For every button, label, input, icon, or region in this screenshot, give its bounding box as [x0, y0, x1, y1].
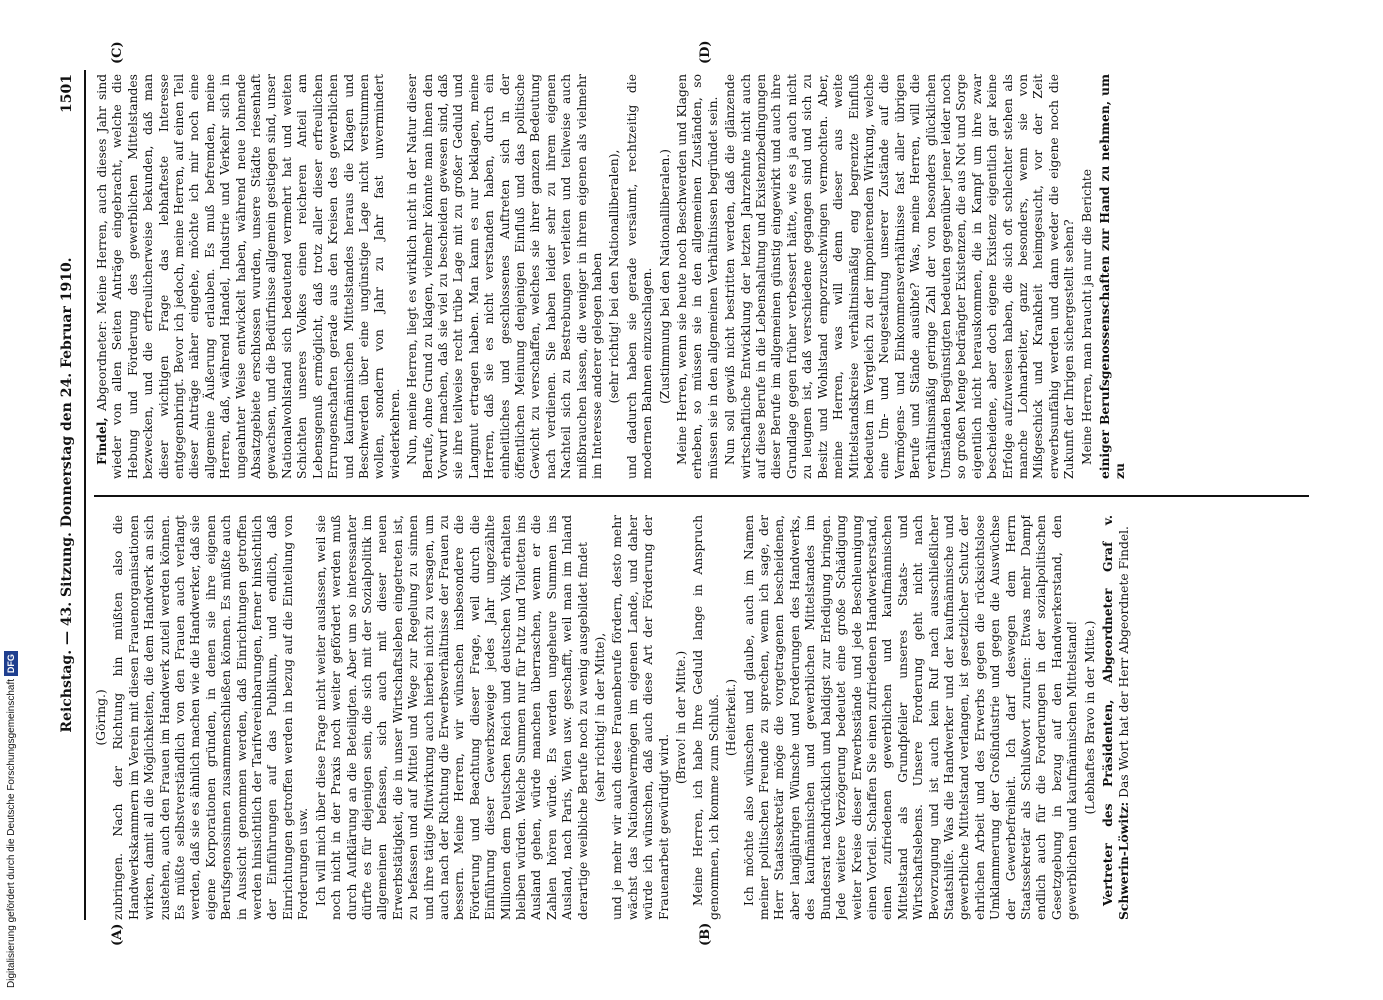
paragraph: und je mehr wir auch diese Frauenberufe fördern, desto mehr wächst das Nationalvermögen im eigenen Lande, und daher würde ich wünschen, daß auch diese Art der Förderung der Frauenarbeit gewürdigt wird.	[610, 515, 671, 920]
paragraph: Nun soll gewiß nicht bestritten werden, daß die glänzende wirtschaftliche Entwicklung der letzten Jahrzehnte nicht auch auf diese Berufe in die Lebenshaltung und Existenzbedingungen dieser Berufe im allgemeinen günstig eingewirkt und auch ihre Grundlage gegen früher verbessert hätte, wie es ja auch nicht zu leugnen ist, daß verschiedene gegangen sind und sich zu Besitz und Wohlstand emporzuschwingen vermochten. Aber, meine Herren, was will denn dieser aus weite Mittelstandskreise verhältnismäßig eng begrenzte Einfluß bedeuten im Vergleich zu der imponierenden Wirkung, welche eine Um- und Neugestaltung unserer Zustände auf die Vermögens- und Einkommensverhältnisse fast aller übrigen Berufe und Stände ausübte? Was, meine Herren, will die verhältnismäßig geringe Zahl der von besonders glücklichen Umständen Begünstigten bedeuten gegenüber jener leider noch so großen Menge bedrängter Existenzen, die aus Not und Sorge eigentlich nicht herauskommen, die in Kampf um ihre zwar bescheidene, aber doch eigene Existenz eigentlich gar keine Erfolge aufzuweisen haben, die sich oft schlechter stehen als manche Lohnarbeiter, ganz besonders, wenn sie von Mißgeschick und Krankheit heimgesucht, vor der Zeit erwerbsunfähig werden und dann weder die eigene noch die Zukunft der Ihrigen sichergestellt sehen?	[723, 74, 1077, 479]
right-column	[94, 74, 1309, 479]
interjection: (Lebhaftes Bravo in der Mitte.)	[1082, 620, 1097, 815]
interjection: (Heiterkeit.)	[724, 678, 739, 757]
speaker-text: Abgeordneter: Meine Herren, auch dieses Jahr sind wieder von allen Seiten Anträge eingebracht, welche die Hebung und Förderung des gewerblichen Mittelstandes bezwecken, und die erfreulicherweise bekunden, daß man dieser wichtigen Frage das lebhafteste Interesse entgegenbringt. Bevor ich jedoch, meine Herren, auf einen Teil dieser Anträge näher eingehe, möchte ich mir noch eine allgemeine Äußerung erlauben. Es muß befremden, meine Herren, daß, während Handel, Industrie und Verkehr sich in ungeahnter Weise entwickelt haben, während neue lohnende Absatzgebiete erschlossen wurden, unsere Städte riesenhaft gewachsen, und die Bedürfnisse allgemein gestiegen sind, unser Nationalwohlstand sich bedeutend vermehrt hat und weiten Schichten unseres Volkes einen reicheren Anteil am Lebensgenuß ermöglicht, daß trotz aller dieser erfreulichen Errungenschaften gerade aus den Kreisen des gewerblichen und kaufmännischen Mittelstandes heraus die Klagen und Beschwerden über eine ungünstige Lage nicht verstummen wollen, sondern von Jahr zu Jahr fast unvermindert wiederkehren.	[95, 74, 402, 479]
margin-marker-b: (B)	[698, 922, 713, 946]
page-number: 1501	[59, 74, 75, 113]
credit-text: Digitalisierung gefördert durch die Deutsche Forschungsgemeinschaft	[6, 678, 17, 988]
speaker-text: Das Wort hat der Herr Abgeordnete Findel.	[1117, 526, 1132, 798]
page-header	[58, 70, 80, 920]
paragraph: Nun, meine Herren, liegt es wirklich nicht in der Natur dieser Berufe, ohne Grund zu klagen, vielmehr könnte man ihnen den Vorwurf machen, daß sie viel zu bescheiden gewesen sind, daß sie ihre teilweise recht trübe Lage mit zu großer Geduld und Langmut ertragen haben. Man kann es nur beklagen, meine Herren, daß sie es nicht verstanden haben, durch ein einheitliches und geschlossenes Auftreten sich in der öffentlichen Meinung denjenigen Einfluß und das politische Gewicht zu verschaffen, welches sie ihrer ganzen Bedeutung nach verdienen. Sie haben leider sehr zu ihrem eigenen Nachteil sich zu Bestrebungen verleiten und teilweise auch mißbrauchen lassen, die weniger in ihrem eigenen als vielmehr im Interesse anderer gelegen haben	[405, 74, 604, 479]
paragraph: und dadurch haben sie gerade versäumt, rechtzeitig die modernen Bahnen einzuschlagen.	[624, 74, 655, 479]
interjection: (sehr richtig! in der Mitte),	[593, 632, 607, 803]
header-title: Reichstag. — 43. Sitzung. Donnerstag den 24. Februar 1910.	[59, 257, 75, 733]
credit-text-container	[4, 0, 24, 988]
digitization-credit	[2, 0, 22, 1000]
margin-marker-a: (A)	[110, 923, 125, 946]
left-column	[94, 515, 1309, 920]
interjection: (sehr richtig! bei den Nationalliberalen),	[607, 149, 622, 404]
margin-marker-d: (D)	[698, 40, 713, 64]
column-divider	[94, 495, 1309, 497]
newspaper-page	[58, 40, 1318, 946]
paragraph	[94, 74, 403, 479]
speaker-label: Findel,	[94, 417, 109, 465]
paragraph	[1100, 515, 1133, 920]
paragraph: einiger Berufsgenossenschaften zur Hand zu nehmen, um zu	[1097, 74, 1128, 479]
paragraph: Meine Herren, wenn sie heute noch Beschwerden und Klagen erheben, so müssen sie in den allgemeinen Zuständen, so müssen sie in den allgemeinen Verhältnissen begründet sein.	[675, 74, 720, 479]
paragraph: Ich möchte also wünschen und glaube, auch im Namen meiner politischen Freunde zu sprechen, wenn ich sage, der Herr Staatssekretär möge die vorgetragenen bescheidenen, aber langjährigen Wünsche und Forderungen des Handwerks, des kaufmännischen und gewerblichen Mittelstandes im Bundesrat nachdrücklich und baldigst zur Erledigung bringen. Jede weitere Verzögerung bedeutet eine große Schädigung weiter Kreise dieser Erwerbsstände und jede Beschleunigung einen Vorteil. Schaffen Sie einen zufriedenen Handwerkerstand, einen zufriedenen gewerblichen und kaufmännischen Mittelstand als Grundpfeiler unseres Staats- und Wirtschaftslebens. Unsere Forderung geht nicht nach Bevorzugung und ist auch kein Ruf nach ausschließlicher Staatshilfe. Was die Handwerker und der kaufmännische und gewerbliche Mittelstand verlangen, ist gesetzlicher Schutz der ehrlichen Arbeit und des Erwerbs gegen die rücksichtslose Umklammerung der Großindustrie und gegen die Auswüchse der Gewerbefreiheit. Ich darf deswegen dem Herrn Staatssekretär als Schlußwort zurufen: Etwas mehr Dampf endlich auch für die Forderungen in der sozialpolitischen Gesetzgebung in bezug auf den Handwerkerstand, den gewerblichen und kaufmännischen Mittelstand!	[741, 515, 1080, 920]
paragraph: zubringen. Nach der Richtung hin müßten also die Handwerkskammern im Verein mit diesen Frauenorganisationen wirken, damit all die Möglichkeiten, die dem Handwerk an sich zustehen, auch den Frauen im Handwerk zuteil werden können. Es müßte selbstverständlich von den Frauen auch verlangt werden, daß sie es ähnlich machen wie die Handwerker, daß sie eigene Korporationen gründen, in denen sie ihre eigenen Berufsgenossinnen zusammenschließen können. Es müßte auch in Aussicht genommen werden, daß Einrichtungen getroffen werden hinsichtlich der Tarifvereinbarungen, ferner hinsichtlich der Einführungen auf das Publikum, und endlich, daß Einrichtungen getroffen werden in bezug auf die Einteilung von Forderungen usw.	[111, 515, 311, 920]
margin-marker-c: (C)	[110, 41, 125, 64]
paragraph: Meine Herren, man braucht ja nur die Berichte	[1079, 169, 1094, 465]
header-rule	[84, 70, 86, 920]
paragraph: Ich will mich über diese Frage nicht weiter auslassen, weil sie noch nicht in der Praxis noch weiter gefördert werden muß durch Aufklärung an die Beteiligten. Aber um so interessanter dürfte es für diejenigen sein, die sich mit der Sozialpolitik im allgemeinen befassen, sich auch mit dieser neuen Erwerbstätigkeit, die in unser Wirtschaftsleben eingetreten ist, zu befassen und auf Mittel und Wege zur Regelung zu sinnen und ihre tätige Mitwirkung auch hierbei nicht zu versagen, um auch nach der Richtung die Erwerbsverhältnisse der Frauen zu bessern. Meine Herren, wir wünschen insbesondere die Förderung und Beachtung dieser Frage, weil durch die Einführung dieser Gewerbszweige jedes Jahr ungezählte Millionen dem Deutschen Reich und deutschen Volk erhalten bleiben würden. Welche Summen nur für Putz und Toiletten ins Ausland gehen, würde manchen überraschen, wenn er die Zahlen hören würde. Es werden ungeheure Summen ins Ausland, nach Paris, Wien usw. geschafft, weil man im Inland derartige weibliche Berufe noch zu wenig ausgebildet findet	[313, 515, 590, 920]
interjection: (Zustimmung bei den Nationalliberalen.)	[657, 149, 672, 404]
interjection: (Bravo! in der Mitte.)	[674, 650, 689, 785]
paragraph: Meine Herren, ich habe Ihre Geduld lange in Anspruch genommen, ich komme zum Schluß.	[691, 515, 721, 920]
speaker-label: Vertreter des Präsidenten, Abgeordneter Graf v. Schwerin-Löwitz:	[1100, 515, 1132, 920]
speaker-note: (Göring.)	[94, 689, 108, 746]
dfg-logo: DFG	[4, 651, 18, 676]
